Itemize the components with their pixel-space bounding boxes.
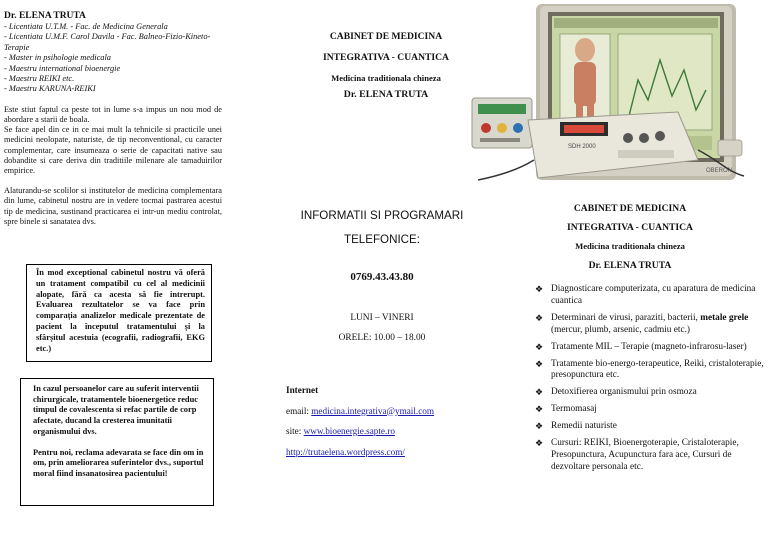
surgery-patients-box: [20, 378, 214, 506]
surgery-patients-text: In cazul persoanelor care au suferit interventii chirurgicale, tratamentele bioenergetice reduc timpul de covalescenta si refac partile de corp afectate, ducand la cresterea imunitatii organismului dvs.: [33, 384, 199, 436]
service-text: Determinari de virusi, paraziti, bacterii,: [551, 312, 698, 323]
service-item: [535, 387, 765, 399]
cabinet-specialty: Medicina traditionala chineza: [331, 73, 441, 83]
left-column: [4, 10, 222, 227]
credential-line: - Maestru KARUNA-REIKI: [4, 84, 96, 94]
email-row: [286, 401, 486, 422]
service-item: [535, 404, 765, 416]
advertising-text: Pentru noi, reclama adevarata se face din om in om, prin ameliorarea suferintelor dvs., suportul moral fiind insanatosirea pacientului!: [33, 447, 204, 478]
doctor-name: Dr. ELENA TRUTA: [4, 11, 86, 21]
credential-line: - Maestru REIKI etc.: [4, 74, 75, 84]
email-link[interactable]: medicina.integrativa@ymail.com: [311, 405, 435, 416]
service-text: Remedii naturiste: [551, 421, 617, 432]
services-list: [535, 284, 765, 479]
diamond-bullet-icon: ❖: [535, 312, 544, 323]
diamond-bullet-icon: ❖: [535, 358, 544, 369]
office-time: ORELE: 10.00 – 18.00: [338, 333, 426, 343]
appointments-line1: INFORMATII SI PROGRAMARI: [300, 209, 464, 222]
intro-sentence-2: Se face apel din ce in ce mai mult la tehnicile si practicile unei medicini neolopate, naturiste, de tip neconventional, cu caracter complementar, care insumeaza o serie de capacitati native sau dobandite si care deriva din traditiile milenare ale tamaduirilor empirice.: [4, 125, 222, 176]
intro-paragraph: [4, 105, 222, 176]
equipment-photo: [468, 0, 748, 190]
office-hours: [278, 308, 486, 348]
cabinet-doctor: Dr. ELENA TRUTA: [343, 89, 429, 100]
cabinet-title: CABINET DE MEDICINA: [329, 31, 443, 42]
diamond-bullet-icon: ❖: [535, 421, 544, 432]
service-item: [535, 284, 765, 308]
intro-sentence-1: Este stiut faptul ca peste tot in lume s-a impus un nou mod de abordare a starii de boala.: [4, 104, 222, 125]
contact-block: [286, 380, 486, 462]
monitor-brand-label: OBERON: [706, 168, 733, 174]
cabinet-subtitle: INTEGRATIVA - CUANTICA: [567, 222, 693, 233]
service-text-rest: (mercur, plumb, arsenic, cadmiu etc.): [551, 324, 691, 335]
diamond-bullet-icon: ❖: [535, 404, 544, 415]
service-item: [535, 313, 765, 337]
service-item: [535, 342, 765, 354]
service-item: [535, 359, 765, 383]
service-item: [535, 421, 765, 433]
credential-line: - Licentiata U.M.F. Carol Davila - Fac. Balneo-Fizio-Kineto-Terapie: [4, 32, 211, 52]
office-days: LUNI – VINERI: [350, 313, 414, 323]
diamond-bullet-icon: ❖: [535, 387, 544, 398]
service-text: Termomasaj: [551, 404, 597, 415]
blog-link[interactable]: http://trutaelena.wordpress.com/: [286, 446, 405, 457]
site-row: [286, 421, 486, 442]
phone-number[interactable]: 0769.43.43.80: [350, 271, 414, 283]
mission-paragraph: Alaturandu-se scolilor si institutelor de medicina complementara din lume, cabinetul nostru are in vedere tocmai pastrarea acestui tip de medicina, sustinand practicarea ei intr-un mediu controlat, spre binele si sanatatea dvs.: [4, 186, 222, 226]
site-link[interactable]: www.bioenergie.sapte.ro: [303, 426, 395, 436]
anatomy-figure: [575, 38, 595, 62]
internet-label: Internet: [286, 385, 319, 395]
email-label: email:: [286, 405, 312, 416]
credential-line: - Master in psihologie medicala: [4, 53, 111, 63]
diamond-bullet-icon: ❖: [535, 438, 544, 449]
service-item: [535, 438, 765, 473]
service-text: Tratamente MIL – Terapie (magneto-infrarosu-laser): [551, 341, 747, 352]
diamond-bullet-icon: ❖: [535, 341, 544, 352]
service-text: Detoxifierea organismului prin osmoza: [551, 387, 697, 398]
exceptional-treatment-box: [26, 264, 212, 362]
cabinet-specialty: Medicina traditionala chineza: [575, 241, 685, 251]
service-text: Diagnosticare computerizata, cu aparatura de medicina cuantica: [551, 284, 756, 306]
diamond-bullet-icon: ❖: [535, 284, 544, 294]
cabinet-doctor: Dr. ELENA TRUTA: [588, 260, 672, 271]
cabinet-subtitle: INTEGRATIVA - CUANTICA: [323, 52, 449, 63]
cabinet-header-middle: [286, 26, 486, 102]
appointments-line2: TELEFONICE:: [343, 233, 421, 246]
site-label: site:: [286, 426, 304, 436]
exceptional-treatment-text: În mod exceptional cabinetul nostru vă oferă un tratament compatibil cu cel al medicinii alopate, fără ca acesta să fie intrerupt. Evaluarea rezultatelor se va face prin comparația analizelor medicale prezentate de pacient la începutul tratamentului și la sfârșitul acestuia (ecografii, radiografii, EKG etc.): [36, 268, 205, 353]
device-label: SDH 2000: [568, 144, 596, 150]
cabinet-title: CABINET DE MEDICINA: [573, 203, 687, 214]
service-text: Tratamente bio-energo-terapeutice, Reiki, cristaloterapie, presopunctura etc.: [551, 358, 764, 381]
appointments-heading: [278, 208, 486, 248]
credential-line: - Maestru international bioenergie: [4, 63, 121, 73]
credential-line: - Licentiata U.T.M. - Fac. de Medicina Generala: [4, 22, 168, 31]
service-text-bold: metale grele: [700, 312, 749, 323]
cabinet-header-right: [528, 199, 732, 275]
blog-row: [286, 442, 486, 463]
service-text: Cursuri: REIKI, Bioenergoterapie, Cristaloterapie, Presopunctura, Acupunctura fara ace, Cursuri de dezvoltare personala etc.: [551, 438, 739, 472]
